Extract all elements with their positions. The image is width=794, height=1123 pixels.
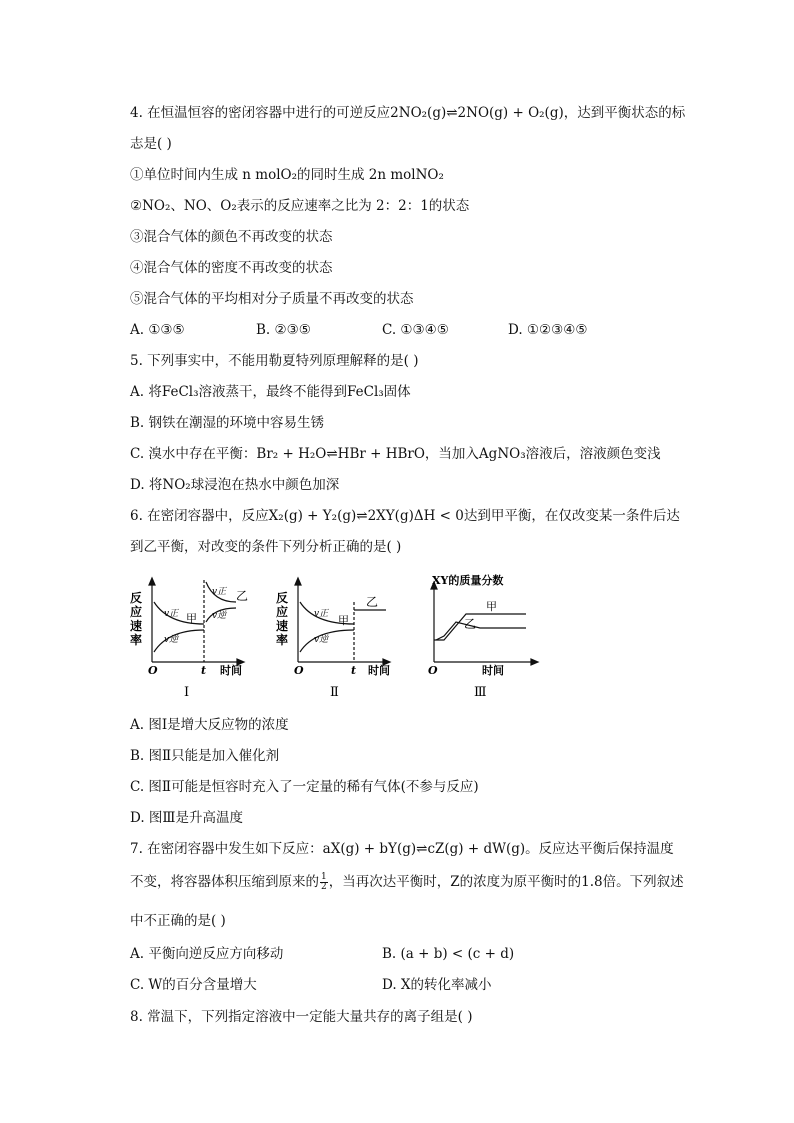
fig3-origin: O <box>428 664 438 677</box>
fig3-jia: 甲 <box>486 600 497 613</box>
q6-option-b[interactable]: B. 图Ⅱ只能是加入催化剂 <box>130 748 280 764</box>
q4-statement-5: ⑤混合气体的平均相对分子质量不再改变的状态 <box>130 291 414 307</box>
fig2-roman: Ⅱ <box>330 685 339 700</box>
q7-stem-line2 <box>130 873 684 892</box>
fig1-ylabel-3: 速 <box>130 619 143 633</box>
q7-option-c[interactable]: C. W的百分含量增大 <box>130 977 257 993</box>
figure-2 <box>274 572 404 702</box>
q4-option-c[interactable]: C. ①③④⑤ <box>382 322 449 338</box>
fig1-v-forward: v正 <box>164 609 179 619</box>
q7-stem-line1: 7. 在密闭容器中发生如下反应：aX(g) + bY(g)⇌cZ(g) + dW(g)。反应达平衡后保持温度 <box>130 841 674 857</box>
q5-option-b[interactable]: B. 钢铁在潮湿的环境中容易生锈 <box>130 415 325 431</box>
q4-statement-3: ③混合气体的颜色不再改变的状态 <box>130 229 333 245</box>
q4-stem-line1: 4. 在恒温恒容的密闭容器中进行的可逆反应2NO₂(g)⇌2NO(g) + O₂(g)，达到平衡状态的标 <box>130 105 686 121</box>
fig2-v-reverse: v逆 <box>314 635 329 645</box>
fig2-origin: O <box>294 664 304 677</box>
q5-option-d[interactable]: D. 将NO₂球浸泡在热水中颜色加深 <box>130 477 340 493</box>
fig1-yi: 乙 <box>236 589 249 603</box>
q5-option-a[interactable]: A. 将FeCl₃溶液蒸干，最终不能得到FeCl₃固体 <box>130 384 411 400</box>
q4-statement-4: ④混合气体的密度不再改变的状态 <box>130 260 333 276</box>
fig1-v-reverse: v逆 <box>164 635 179 645</box>
q5-option-c[interactable]: C. 溴水中存在平衡：Br₂ + H₂O⇌HBr + HBrO，当加入AgNO₃溶液后，溶液颜色变浅 <box>130 446 661 462</box>
fig3-curve-yi <box>436 622 526 640</box>
fig3-ylabel: XY的质量分数 <box>432 574 504 587</box>
q4-option-d[interactable]: D. ①②③④⑤ <box>508 322 588 338</box>
q4-stem-line2: 志是( ) <box>130 136 172 152</box>
figure-1 <box>128 572 258 702</box>
fig1-ylabel-4: 率 <box>130 633 143 647</box>
q4-option-a[interactable]: A. ①③⑤ <box>130 322 185 338</box>
fig2-t: t <box>351 664 357 677</box>
fig1-roman: Ⅰ <box>184 685 190 700</box>
fig1-ylabel-2: 应 <box>130 605 143 619</box>
q5-stem: 5. 下列事实中，不能用勒夏特列原理解释的是( ) <box>130 353 419 369</box>
fig2-ylabel-1: 反 <box>276 591 289 605</box>
q4-option-b[interactable]: B. ②③⑤ <box>256 322 311 338</box>
fig1-vreverse-curve <box>154 630 204 652</box>
fig1-new-v-forward: v正 <box>212 587 227 597</box>
q6-option-c[interactable]: C. 图Ⅱ可能是恒容时充入了一定量的稀有气体(不参与反应) <box>130 779 479 795</box>
fig3-x-arrow <box>531 659 538 665</box>
fig1-new-v-reverse: v逆 <box>212 611 227 621</box>
fig1-ylabel-1: 反 <box>130 591 143 605</box>
fig2-yi: 乙 <box>366 595 379 609</box>
fig2-jia: 甲 <box>338 614 349 627</box>
q6-option-d[interactable]: D. 图Ⅲ是升高温度 <box>130 810 243 826</box>
q7-frac-den: 2 <box>321 882 327 892</box>
fig1-jia: 甲 <box>186 612 197 625</box>
fig2-y-arrow <box>295 578 301 585</box>
q7-stem-line3: 中不正确的是( ) <box>130 913 226 929</box>
fig1-origin: O <box>148 664 158 677</box>
fig3-xlabel: 时间 <box>482 664 504 677</box>
q8-stem: 8. 常温下，下列指定溶液中一定能大量共存的离子组是( ) <box>130 1009 473 1025</box>
q4-statement-2: ②NO₂、NO、O₂表示的反应速率之比为 2：2：1的状态 <box>130 198 470 214</box>
q7-stem-line2-post: ，当再次达平衡时，Z的浓度为原平衡时的1.8倍。下列叙述 <box>328 874 684 890</box>
q6-option-a[interactable]: A. 图Ⅰ是增大反应物的浓度 <box>130 717 289 733</box>
q7-fraction <box>320 873 328 892</box>
q6-stem-line1: 6. 在密闭容器中，反应X₂(g) + Y₂(g)⇌2XY(g)ΔH < 0达到甲平衡，在仅改变某一条件后达 <box>130 508 680 524</box>
fig2-ylabel-3: 速 <box>276 619 289 633</box>
fig3-yi: 乙 <box>464 617 477 631</box>
fig2-ylabel-2: 应 <box>276 605 289 619</box>
fig3-roman: Ⅲ <box>474 685 487 700</box>
q7-option-b[interactable]: B. (a + b) < (c + d) <box>382 946 515 962</box>
q6-stem-line2: 到乙平衡，对改变的条件下列分析正确的是( ) <box>130 539 402 555</box>
q7-option-a[interactable]: A. 平衡向逆反应方向移动 <box>130 946 284 962</box>
fig2-ylabel-4: 率 <box>276 633 289 647</box>
q7-frac-num: 1 <box>321 872 327 882</box>
fig1-y-arrow <box>149 578 155 585</box>
q7-stem-line2-pre: 不变，将容器体积压缩到原来的 <box>130 874 319 890</box>
fig3-curve-jia <box>434 614 526 640</box>
figure-3 <box>422 572 552 702</box>
q4-statement-1: ①单位时间内生成 n molO₂的同时生成 2n molNO₂ <box>130 167 444 183</box>
fig1-xlabel: 时间 <box>220 664 242 677</box>
q7-option-d[interactable]: D. X的转化率减小 <box>382 977 492 993</box>
fig2-v-forward: v正 <box>314 609 329 619</box>
fig1-t: t <box>201 664 207 677</box>
fig2-xlabel: 时间 <box>368 664 390 677</box>
